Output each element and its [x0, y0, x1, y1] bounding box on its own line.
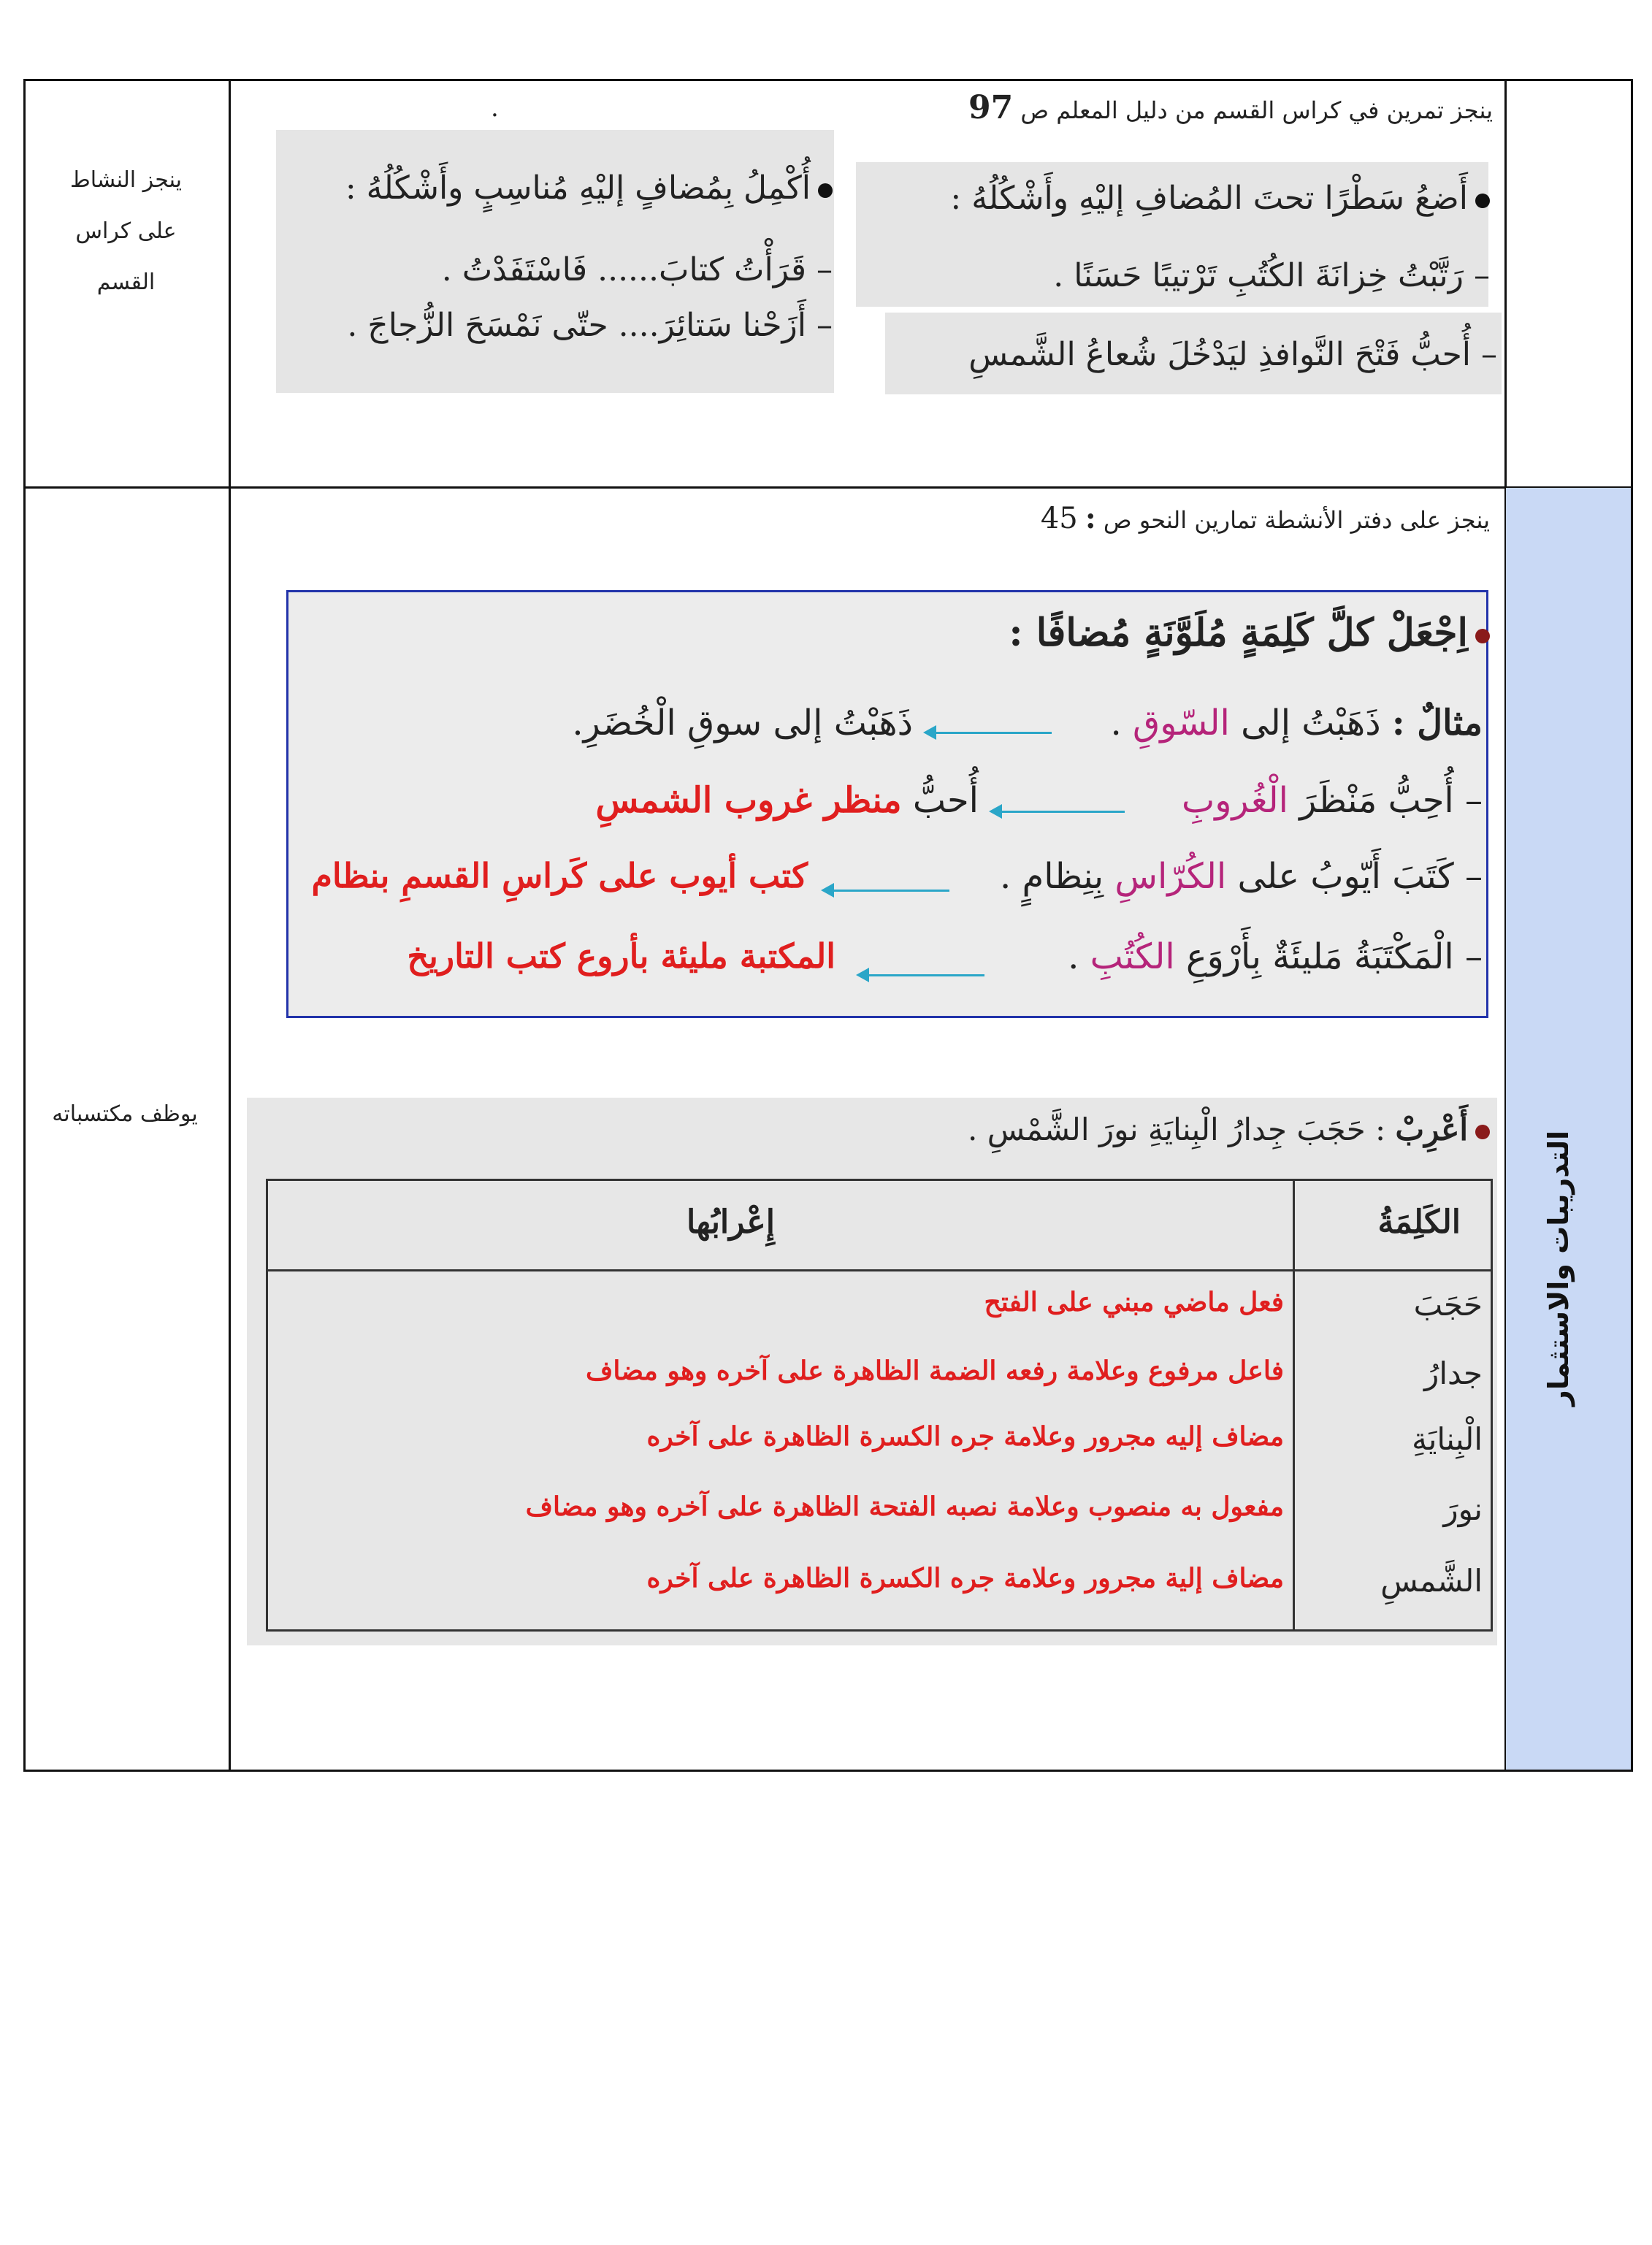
row-before: – أُحِبُّ مَنْظَرَ	[1299, 780, 1483, 821]
bullet-icon	[1475, 629, 1490, 643]
side-note-activity	[37, 155, 215, 308]
side-note-apply: يوظف مكتسباته	[52, 1101, 198, 1127]
table-row-parse: مضاف إليه مجرور وعلامة جره الكسرة الظاهرة على آخره	[646, 1421, 1284, 1452]
stage-cell	[1506, 488, 1631, 1770]
example-after: .	[1110, 703, 1122, 743]
exercise-right-title	[950, 180, 1490, 217]
row-after: .	[1068, 936, 1079, 977]
excerpt-title	[1009, 611, 1490, 655]
bullet-icon	[1475, 194, 1490, 208]
bullet-icon	[1475, 1125, 1490, 1139]
exercise-left-line2: – أَزَحْنا سَتائِرَ.... حتّى نَمْسَحَ الزُّجاجَ .	[347, 307, 833, 344]
row-word: الْغُروبِ	[1182, 780, 1289, 821]
arrow-left-icon	[935, 732, 1052, 734]
page-number: 97	[968, 89, 1014, 126]
side-note-line: القسم	[96, 269, 156, 295]
table-row-parse: فعل ماضي مبني على الفتح	[984, 1287, 1284, 1317]
column-divider-left	[229, 79, 231, 1772]
instruction-line	[968, 89, 1493, 126]
column-header-word: الكَلِمَةُ	[1377, 1204, 1461, 1241]
table-row-parse: فاعل مرفوع وعلامة رفعه الضمة الظاهرة على آخره وهو مضاف	[586, 1355, 1284, 1386]
row-after: بِنِظامٍ .	[1000, 856, 1104, 897]
excerpt-row	[1182, 780, 1483, 821]
side-note-line: على كراس	[75, 218, 177, 244]
parse-title-sentence: : حَجَبَ جِدارُ الْبِنايَةِ نورَ الشَّمْسِ .	[968, 1112, 1386, 1147]
row-answer-prefix: أُحبُّ	[912, 780, 979, 821]
training-colon: :	[1085, 501, 1096, 535]
example-label: مثالٌ :	[1391, 703, 1483, 743]
excerpt-row	[1000, 856, 1483, 897]
table-row-word: حَجَبَ	[1413, 1287, 1483, 1323]
exercise-right-title-text: أَضعُ سَطْرًا تحتَ المُضافِ إليْهِ وأَشْكُلُهُ :	[950, 180, 1468, 217]
training-instruction-text: ينجز على دفتر الأنشطة تمارين النحو ص	[1103, 506, 1490, 534]
training-instruction	[1041, 501, 1490, 535]
exercise-right-line2: – أُحبُّ فَتْحَ النَّوافذِ ليَدْخُلَ شُعاعُ الشَّمسِ	[968, 336, 1497, 373]
exercise-left-title	[345, 169, 833, 207]
exercise-left-title-text: أُكْمِلُ بِمُضافٍ إليْهِ مُناسِبٍ وأَشْكُلُهُ :	[345, 169, 811, 207]
table-row-word: نورَ	[1443, 1491, 1483, 1527]
row-word: الكُتُبِ	[1090, 936, 1175, 977]
table-row-word: الْبِنايَةِ	[1412, 1421, 1483, 1457]
training-page-number: 45	[1040, 502, 1078, 535]
excerpt-title-text: اِجْعَلْ كلَّ كَلِمَةٍ مُلَوَّنَةٍ مُضافًا :	[1009, 611, 1468, 655]
parse-table-column-divider	[1293, 1179, 1295, 1632]
parse-title	[968, 1112, 1490, 1147]
row-before: – الْمَكْتَبَةُ مَليئَةٌ بِأَرْوَعِ	[1186, 936, 1483, 977]
table-row-parse: مفعول به منصوب وعلامة نصبه الفتحة الظاهرة على آخره وهو مضاف	[525, 1491, 1284, 1522]
stray-dot: .	[491, 93, 499, 123]
table-row-parse: مضاف إلية مجرور وعلامة جره الكسرة الظاهرة على آخره	[646, 1563, 1284, 1594]
row-answer-text: منظر غروب الشمسِ	[595, 780, 902, 821]
stage-label: التدريبات والاستثمار	[1542, 1131, 1575, 1407]
row-answer	[595, 780, 979, 821]
instruction-text: ينجز تمرين في كراس القسم من دليل المعلم ص	[1020, 96, 1493, 124]
row-answer: المكتبة مليئة بأروع كتب التاريخ	[407, 936, 835, 976]
example-answer: ذَهَبْتُ إلى سوقِ الْخُضَرِ.	[572, 703, 913, 743]
column-header-parse: إِعْرابُها	[687, 1204, 775, 1241]
example-word: السّوقِ	[1132, 703, 1230, 743]
row-divider	[23, 486, 1633, 489]
table-row-word: جدارُ	[1424, 1355, 1483, 1391]
table-row-word: الشَّمسِ	[1380, 1563, 1483, 1599]
arrow-left-icon	[868, 974, 984, 976]
excerpt-example	[1110, 703, 1483, 743]
side-note-line: ينجز النشاط	[69, 167, 183, 193]
row-before: – كَتَبَ أَيّوبُ على	[1237, 856, 1483, 897]
exercise-right-line1: – رَتَّبْتُ خِزانَةَ الكُتُبِ تَرْتيبًا حَسَنًا .	[1053, 257, 1490, 294]
bullet-icon	[818, 183, 833, 198]
arrow-left-icon	[833, 890, 949, 892]
row-word: الكُرّاسِ	[1114, 856, 1227, 897]
excerpt-row	[1068, 936, 1483, 977]
parse-title-label: أَعْرِبْ	[1395, 1112, 1468, 1147]
parse-table-header-divider	[266, 1269, 1493, 1271]
row-answer: كتب أيوب على كَراسِ القسمِ بنظام	[311, 856, 808, 895]
exercise-left-line1: – قَرَأْتُ كتابَ...... فَاسْتَفَدْتُ .	[441, 251, 833, 288]
arrow-left-icon	[1001, 811, 1125, 813]
example-before: ذَهَبْتُ إلى	[1241, 703, 1381, 743]
